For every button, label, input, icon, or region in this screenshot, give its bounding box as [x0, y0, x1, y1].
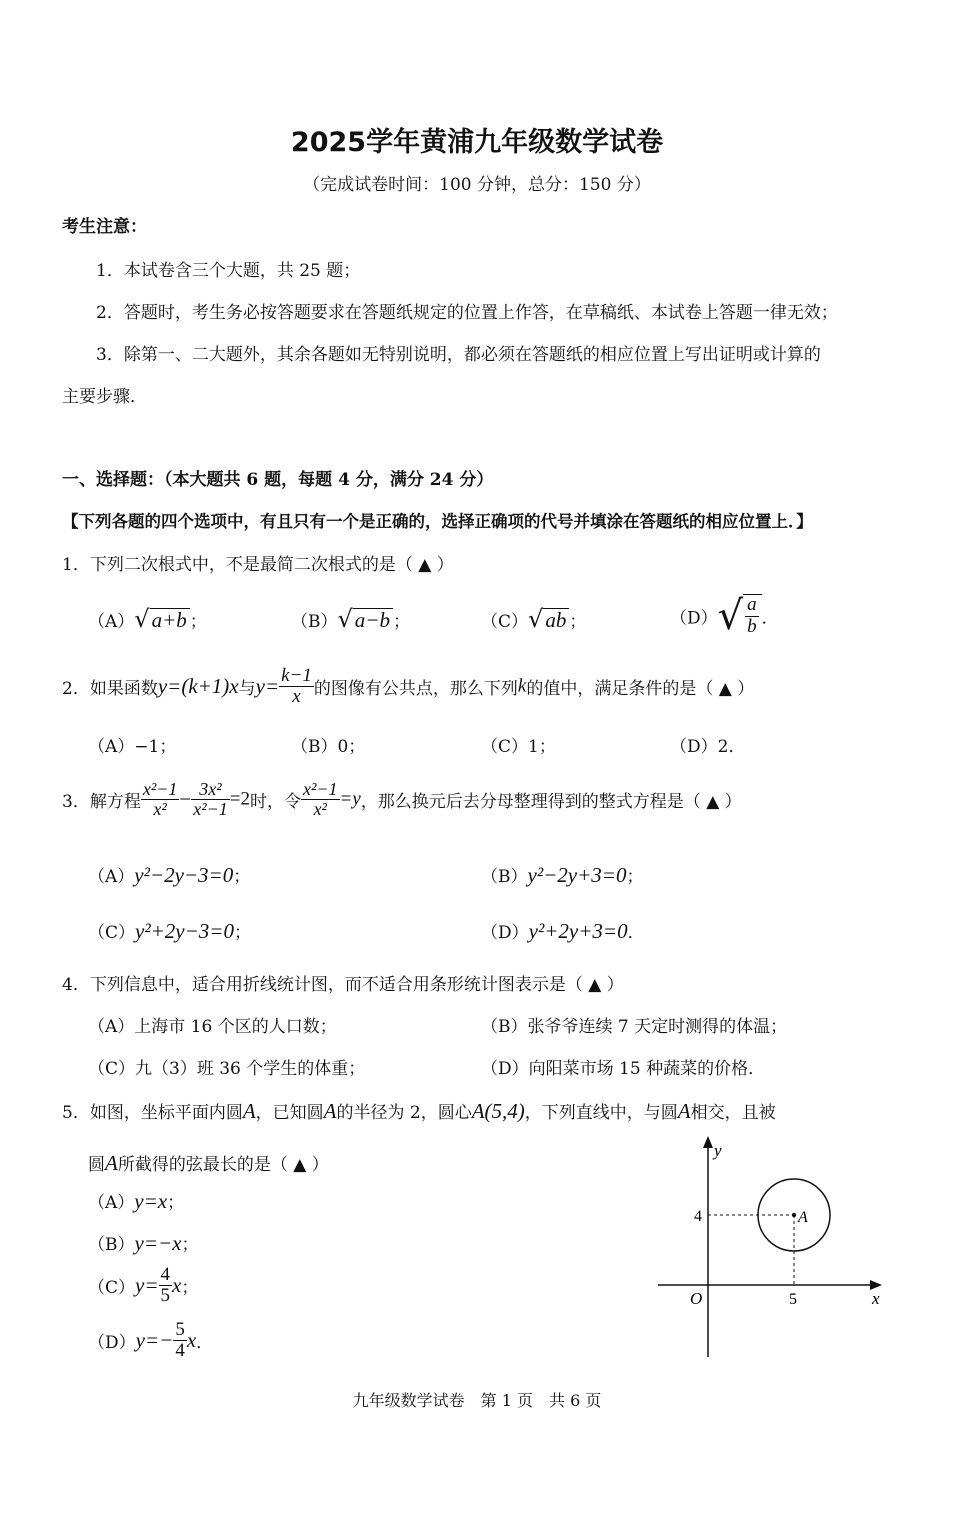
numerator: a	[747, 594, 757, 616]
q3-option-a	[88, 862, 250, 888]
page-footer: 九年级数学试卷 第 1 页 共 6 页	[352, 1391, 602, 1410]
equation: y²+2y−3=0	[135, 919, 234, 943]
denominator: x	[292, 685, 301, 707]
x-axis-label: x	[872, 1289, 880, 1308]
math-var: A	[105, 1151, 118, 1175]
text: 2．如果函数	[62, 678, 158, 699]
sqrt-icon: √	[528, 605, 544, 633]
option-label: （C）	[88, 1277, 136, 1298]
fraction	[173, 1320, 187, 1361]
numerator: x²−1	[302, 779, 338, 799]
text: 的图像有公共点，那么下列	[313, 678, 518, 699]
punct: ；	[167, 1193, 185, 1213]
text: 所截得的弦最长的是（ ▲ ）	[117, 1155, 329, 1175]
text: ，已知圆	[255, 1103, 324, 1123]
text: 的值中，满足条件的是（ ▲ ）	[526, 678, 755, 699]
punct: ；	[189, 612, 207, 632]
notice-item-3: 3．除第一、二大题外，其余各题如无特别说明，都必须在答题纸的相应位置上写出证明或计算的	[96, 345, 821, 365]
fraction	[279, 666, 314, 707]
math-var: A	[677, 1099, 691, 1123]
numerator: 3x²	[191, 780, 230, 800]
option-label: （B）	[291, 612, 338, 632]
option-label: （A）	[88, 1193, 135, 1213]
text: 时，令	[249, 791, 301, 812]
math-expr: y=−	[135, 1327, 174, 1352]
q2-option-d: （D）2．	[670, 737, 746, 757]
y-axis-arrow-icon	[703, 1136, 713, 1148]
q2-option-c: （C）1；	[481, 737, 556, 757]
section-1-instruction: 【下列各题的四个选项中，有且只有一个是正确的，选择正确项的代号并填涂在答题纸的相应位置上．】	[62, 512, 813, 531]
equation: y²+2y+3=0	[528, 919, 628, 943]
punct: ．	[761, 608, 779, 629]
origin-label: O	[690, 1289, 703, 1308]
text: 的半径为 2，圆心	[336, 1103, 472, 1123]
exam-info: （完成试卷时间：100 分钟，总分：150 分）	[303, 175, 651, 195]
text: 3．解方程	[62, 791, 141, 812]
math-var: x	[172, 1272, 182, 1297]
denominator: 5	[160, 1284, 171, 1306]
question-5-stem-cont	[88, 1150, 329, 1176]
q5-option-d	[88, 1320, 213, 1361]
q3-option-d	[481, 918, 645, 944]
fraction	[159, 1265, 173, 1306]
y-axis-label: y	[714, 1141, 722, 1160]
math-expr: y=	[255, 673, 280, 698]
option-label: （D）	[481, 923, 529, 943]
punct: ；	[569, 612, 587, 632]
numerator: 4	[160, 1264, 171, 1285]
denominator: x²	[313, 798, 327, 819]
q5-option-b	[88, 1230, 198, 1256]
punct: ；	[181, 1235, 199, 1255]
q2-option-a: （A）−1；	[88, 737, 177, 757]
q2-option-b: （B）0；	[291, 737, 366, 757]
radicand: a+b	[150, 608, 190, 632]
q1-option-a	[88, 605, 207, 633]
notice-item-3-cont: 主要步骤．	[62, 387, 147, 407]
denominator: b	[747, 616, 757, 637]
punct: ；	[626, 867, 644, 887]
punct: ．	[627, 923, 645, 943]
coordinate-figure	[650, 1132, 890, 1362]
q4-option-d: （D）向阳菜市场 15 种蔬菜的价格．	[481, 1059, 766, 1079]
numerator: x²−1	[142, 779, 178, 799]
equation: y²−2y−3=0	[134, 863, 234, 887]
sqrt-icon: √	[717, 593, 744, 639]
fraction	[191, 780, 230, 819]
numerator: 5	[175, 1319, 185, 1340]
math-expr: A(5,4)	[471, 1099, 525, 1123]
text: ，那么换元后去分母整理得到的整式方程是（ ▲ ）	[360, 791, 742, 812]
option-label: （B）	[88, 1235, 135, 1255]
math-var: A	[242, 1099, 256, 1123]
option-label: （D）	[670, 608, 718, 629]
denominator: x²	[153, 798, 167, 819]
equation: y=x	[134, 1189, 168, 1213]
math-expr: =2	[229, 788, 250, 810]
option-label: （C）	[88, 923, 136, 943]
text: ，下列直线中，与圆	[524, 1103, 678, 1123]
equation: y²−2y+3=0	[527, 863, 627, 887]
q1-option-b	[291, 605, 410, 633]
option-label: （D）	[88, 1332, 136, 1353]
sqrt-icon: √	[337, 605, 353, 633]
q4-option-c: （C）九（3）班 36 个学生的体重；	[88, 1059, 366, 1079]
notice-item-1: 1．本试卷含三个大题，共 25 题；	[96, 261, 361, 281]
math-var: x	[186, 1327, 197, 1352]
option-label: （A）	[88, 867, 135, 887]
q1-option-d	[670, 593, 779, 639]
radicand: ab	[543, 608, 569, 632]
q3-option-b	[481, 862, 643, 888]
radicand: a−b	[353, 608, 393, 632]
math-op: −	[179, 786, 192, 811]
denominator: x²−1	[193, 798, 228, 819]
question-1-stem: 1．下列二次根式中，不是最简二次根式的是（ ▲ ）	[62, 555, 454, 575]
punct: ；	[233, 867, 251, 887]
option-label: （C）	[481, 612, 529, 632]
math-expr: y=	[135, 1272, 159, 1297]
question-3-stem	[62, 780, 742, 819]
radicand-fraction	[743, 594, 762, 638]
question-5-stem	[62, 1098, 776, 1124]
numerator: k−1	[281, 665, 312, 686]
q5-option-c	[88, 1265, 198, 1306]
punct: ；	[233, 923, 251, 943]
sqrt-icon: √	[134, 605, 150, 633]
math-var: A	[323, 1099, 337, 1123]
page-title: 2025学年黄浦九年级数学试卷	[290, 127, 664, 158]
section-1-heading: 一、选择题：（本大题共 6 题，每题 4 分，满分 24 分）	[62, 470, 494, 490]
option-label: （B）	[481, 867, 528, 887]
text: 相交，且被	[690, 1103, 776, 1123]
text: 与	[238, 678, 256, 699]
math-expr: y=(k+1)x	[157, 673, 239, 698]
q5-option-a	[88, 1188, 184, 1214]
math-expr: =y	[339, 788, 361, 810]
notice-heading: 考生注意：	[62, 217, 147, 237]
punct: ；	[181, 1277, 199, 1298]
question-4-stem: 4．下列信息中，适合用折线统计图，而不适合用条形统计图表示是（ ▲ ）	[62, 975, 624, 995]
equation: y=−x	[134, 1231, 182, 1255]
fraction	[301, 780, 340, 819]
option-label: （A）	[88, 612, 135, 632]
punct: ；	[392, 612, 410, 632]
notice-item-2: 2．答题时，考生务必按答题要求在答题纸规定的位置上作答，在草稿纸、本试卷上答题一律无效；	[96, 303, 838, 323]
x-tick-label: 5	[789, 1291, 797, 1308]
fraction	[141, 780, 180, 819]
math-var: k	[517, 675, 527, 697]
q4-option-a: （A）上海市 16 个区的人口数；	[88, 1017, 337, 1037]
denominator: 4	[175, 1339, 185, 1361]
q1-option-c	[481, 605, 586, 633]
question-2-stem	[62, 666, 754, 707]
text: 5．如图，坐标平面内圆	[62, 1103, 243, 1123]
punct: ．	[196, 1332, 214, 1353]
q3-option-c	[88, 918, 251, 944]
text: 圆	[88, 1155, 105, 1175]
q4-option-b: （B）张爷爷连续 7 天定时测得的体温；	[481, 1017, 788, 1037]
y-tick-label: 4	[694, 1208, 702, 1225]
point-a-label: A	[798, 1209, 808, 1226]
